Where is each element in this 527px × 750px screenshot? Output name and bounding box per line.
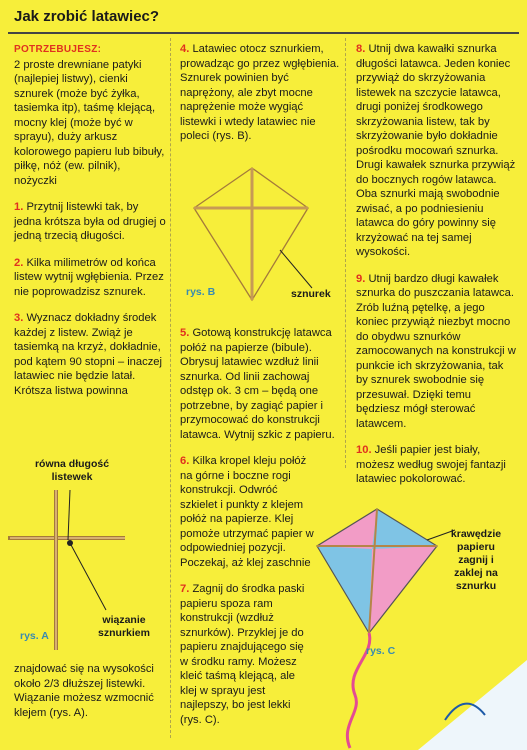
needs-label: POTRZEBUJESZ: [14,44,102,55]
step-10-text: Jeśli papier jest biały, możesz według swojej fantazji latawiec pokolorować. [356,444,506,485]
step-9-text: Utnij bardzo długi kawałek sznurka do puszczania latawca. Zrób luźną pętelkę, a jego koniec przywiąż niezbyt mocno do obydwu sznurków zamocowanych na konstrukcji w punkcie ich skrzyżowania, tak by sznurek swobodnie się przesuwał. Dzięki temu będziesz mógł sterować latawcem. [356,272,516,430]
step-4-number: 4. [180,43,190,55]
needs-section [14,42,166,188]
column-2 [180,42,340,156]
step-7-text: Zagnij do środka paski papieru spoza ram konstrukcji (wzdłuż sznurków). Przyklej je do papieru znajdującego się w środku ramy. Możesz kleić taśmą klejącą, ale klej w sprayu jest najlepszy, bo jest lekki (rys. C). [180,583,305,726]
step-3-continued-text: znajdować się na wysokości około 2/3 dłuższej listewki. Wiązanie możesz wzmocnić klejem (rys. A). [14,663,154,719]
fig-a-tying-caption: wiązanie sznurkiem [98,614,150,639]
step-1-number: 1. [14,201,24,213]
step-6-number: 6. [180,455,190,467]
title-rule [8,32,519,34]
page-title: Jak zrobić latawiec? [14,8,160,25]
step-4 [180,42,340,144]
step-3-text: Wyznacz dokładny środek każdej z listew. Zwiąż je tasiemką na krzyż, dokładnie, pod kątem 90 stopni – inaczej latawiec nie będzie latał. Krótsza listwa powinna [14,312,163,397]
step-9-number: 9. [356,272,366,285]
step-8-text: Utnij dwa kawałki sznurka długości latawca. Jeden koniec przywiąż do skrzyżowania listewek na szczycie latawca, drugi poniżej środkowego skrzyżowania listew, tak by skrzyżowanie było dokładnie pośrodku mocowań sznurka. Drugi kawałek sznurka przywiąż do bocznych rogów latawca. Oba sznurki mają swobodnie zwisać, a po podniesieniu latawca do góry powinny się krzyżować na tej samej wysokości. [356,43,516,258]
fig-a-label: rys. A [20,630,49,642]
fig-c-label: rys. C [366,645,396,657]
step-10-number: 10. [356,444,372,456]
column-1 [14,42,166,410]
fig-b-string-caption: sznurek [291,288,331,300]
fig-a-equal-length-caption: równa długość listewek [34,458,110,483]
step-1-text: Przytnij listewki tak, by jedna krótsza była od drugiej o jedną trzecią długości. [14,201,166,242]
step-2-number: 2. [14,256,24,269]
step-3 [14,311,166,398]
step-6-text: Kilka kropel kleju połóż na górne i boczne rogi konstrukcji. Odwróć szkielet i punkty z klejem połóż na papierze. Klej pomoże utrzymać papier w odpowiedniej pozycji. Poczekaj, aż klej zaschnie [180,455,314,569]
fig-b-label: rys. B [186,286,216,298]
step-1 [14,200,166,244]
step-8 [356,42,518,260]
step-5-number: 5. [180,327,190,339]
fig-c-edges-caption: krawędzie papieru zagnij i zaklej na sznurku [450,528,502,592]
step-9 [356,272,518,432]
needs-text: 2 proste drewniane patyki (najlepiej listwy), cienki sznurek (może być żyłka, tasiemka itp), taśmę klejącą, mocny klej (może być w sprayu), duży arkusz kolorowego papieru lub bibuły, piłkę, nóż (ew. pilnik), nożyczki [14,58,165,187]
column-3 [356,42,518,499]
step-8-number: 8. [356,43,366,55]
step-4-text: Latawiec otocz sznurkiem, prowadząc go przez wgłębienia. Sznurek powinien być naprężony, ale zbyt mocne naprężenie może wygiąć listewki i wtedy latawiec nie poleci (rys. B). [180,43,340,142]
step-2 [14,256,166,300]
step-7-number: 7. [180,583,190,595]
step-2-text: Kilka milimetrów od końca listew wytnij wgłębienia. Przez nie poprowadzisz sznurek. [14,256,164,298]
step-5 [180,326,340,442]
step-3-number: 3. [14,312,24,324]
step-10 [356,443,518,487]
step-5-text: Gotową konstrukcję latawca połóż na papierze (bibule). Obrysuj latawiec wzdłuż linii sznurka. Od linii zachowaj odstęp ok. 3 cm – będą one potrzebne, by zagiąć papier i przymocować do konstrukcji latawca. Wytnij szkic z papieru. [180,327,335,441]
